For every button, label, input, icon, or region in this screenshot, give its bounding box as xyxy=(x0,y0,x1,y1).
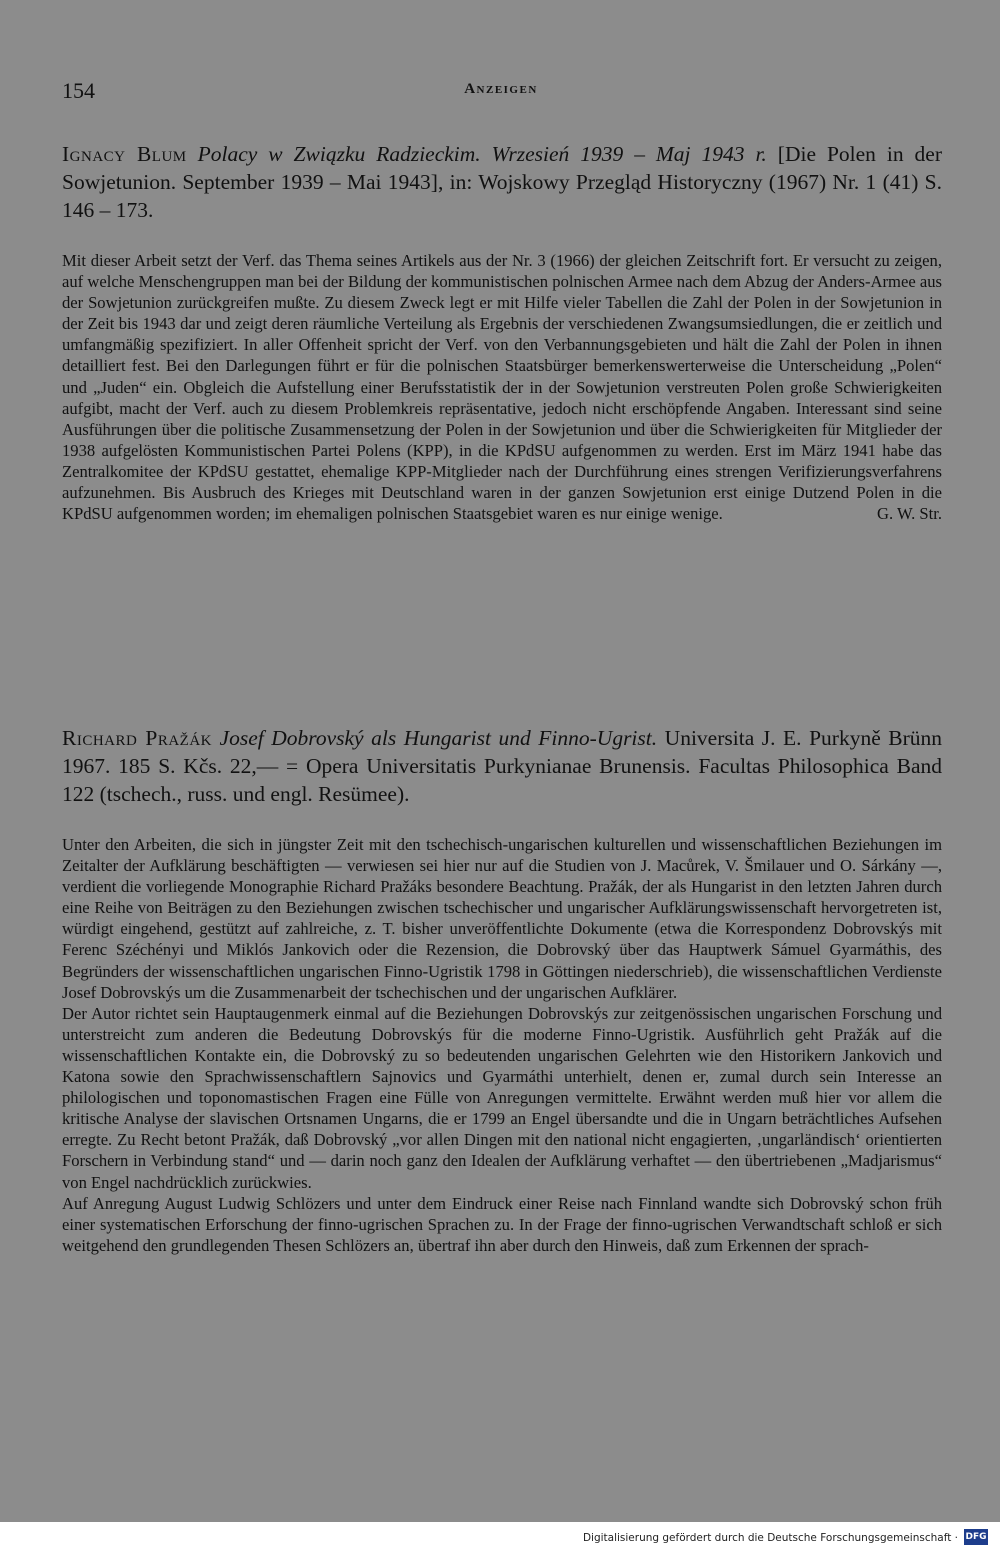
running-head: Anzeigen xyxy=(464,81,538,97)
dfg-logo-icon: DFG xyxy=(964,1529,988,1545)
review-title: Josef Dobrovský als Hungarist und Finno-Ugrist. xyxy=(219,726,658,750)
review-paragraph: Der Autor richtet sein Hauptaugenmerk einmal auf die Beziehungen Dobrovskýs zur zeitgenössischen ungarischen Forschung und unterstreicht zum anderen die Bedeutung Dobrovskýs für die moderne Finno-Ugristik. Ausführlich geht Pražák auf die wissenschaftlichen Kontakte ein, die Dobrovský zu so bedeutenden ungarischen Gelehrten wie den Historikern Jankovich und Katona sowie den Sprachwissenschaftlern Sajnovics und Gyarmáthi unterhielt, denen er, zumal durch sein Interesse an philologischen und toponomastischen Fragen eine Fülle von Anregungen vermittelte. Erwähnt werden muß hier vor allem die kritische Analyse der slavischen Ortsnamen Ungarns, die er 1799 an Engel übersandte und die in Ungarn beträchtliches Aufsehen erregte. Zu Recht betont Pražák, daß Dobrovský „vor allen Dingen mit den national nicht engagierten, ‚ungarländisch‘ orientierten Forschern in Verbindung stand“ und — darin noch ganz den Idealen der Aufklärung verhaftet — den übertriebenen „Madjarismus“ von Engel nachdrücklich zurückwies. xyxy=(62,1003,942,1192)
review-citation: [Die Polen in der Sowjetunion. September 1939 – Mai 1943], in: Wojskowy Przegląd Historyczny (1967) Nr. 1 (41) S. 146 – 173. xyxy=(62,142,943,222)
review-text: Mit dieser Arbeit setzt der Verf. das Thema seines Artikels aus der Nr. 3 (1966) der gleichen Zeitschrift fort. Er versucht zu zeigen, auf welche Menschengruppen man bei der Bildung der kommunistischen polnischen Armee nach dem Abzug der Anders-Armee aus der Sowjetunion zurückgreifen mußte. Zu diesem Zweck legt er mit Hilfe vieler Tabellen die Zahl der Polen in der Sowjetunion in der Zeit bis 1943 dar und zeigt deren räumliche Verteilung als Ergebnis der verschiedenen Zwangsumsiedlungen, die er zeitlich und umfangmäßig spezifiziert. In aller Offenheit spricht der Verf. von den Verbannungsgebieten und hält die Zahl der Polen in ihnen detailliert fest. Bei den Darlegungen führt er für die polnischen Staatsbürger bemerkenswerterweise die Unterscheidung „Polen“ und „Juden“ ein. Obgleich die Aufstellung einer Berufsstatistik der in der Sowjetunion verstreuten Polen große Schwierigkeiten aufgibt, macht der Verf. auch zu diesem Problemkreis repräsentative, jedoch nicht erschöpfende Angaben. Interessant sind seine Ausführungen über die politische Zusammensetzung der Polen in der Sowjetunion und über die Schwierigkeiten für Mitglieder der 1938 aufgelösten Kommunistischen Partei Polens (KPP), in die KPdSU aufgenommen zu werden. Erst im März 1941 habe das Zentralkomitee der KPdSU gestattet, ehemalige KPP-Mitglieder nach der Durchführung eines strengen Verifizierungsverfahrens aufzunehmen. Bis Ausbruch des Krieges mit Deutschland waren in der ganzen Sowjetunion erst einige Dutzend Polen in die KPdSU aufgenommen worden; im ehemaligen polnischen Staatsgebiet waren es nur einige wenige. xyxy=(62,251,942,524)
footer-credit: Digitalisierung gefördert durch die Deutsche Forschungsgemeinschaft · xyxy=(582,1532,958,1544)
review-body-blum xyxy=(62,250,942,524)
page-number: 154 xyxy=(62,78,95,103)
review-paragraph: Unter den Arbeiten, die sich in jüngster Zeit mit den tschechisch-ungarischen kulturellen und wissenschaftlichen Beziehungen im Zeitalter der Aufklärung beschäftigten — verwiesen sei hier nur auf die Studien von J. Macůrek, V. Šmilauer und O. Sárkány —, verdient die vorliegende Monographie Richard Pražáks besondere Beachtung. Pražák, der als Hungarist in den letzten Jahren durch eine Reihe von Beiträgen zu den Beziehungen zwischen tschechischer und ungarischer Aufklärungswissenschaft hervorgetreten ist, würdigt eingehend, gestützt auf zahlreiche, z. T. bisher unveröffentlichte Dokumente (etwa die Korrespondenz Dobrovskýs mit Ferenc Széchényi und Miklós Jankovich oder die Rezension, die Dobrovský über das Hauptwerk Sámuel Gyarmáthis, des Begründers der wissenschaftlichen ungarischen Finno-Ugristik 1798 in Göttingen niederschrieb), die wissenschaftlichen Verdienste Josef Dobrovskýs um die Zusammenarbeit der tschechischen und der ungarischen Aufklärer. xyxy=(62,835,942,1002)
footer-bar xyxy=(0,1528,1000,1548)
review-body-prazak xyxy=(62,834,942,1256)
review-title: Polacy w Związku Radzieckim. Wrzesień 1939 – Maj 1943 r. xyxy=(197,142,767,166)
review-author: Ignacy Blum xyxy=(62,142,187,166)
review-paragraph: Auf Anregung August Ludwig Schlözers und unter dem Eindruck einer Reise nach Finnland wandte sich Dobrovský schon früh einer systematischen Erforschung der finno-ugrischen Sprachen zu. In der Frage der finno-ugrischen Verwandtschaft schloß er sich weitgehend den grundlegenden Thesen Schlözers an, übertraf ihn aber durch den Hinweis, daß zum Erkennen der sprach- xyxy=(62,1193,942,1255)
reviewer-initials: G. W. Str. xyxy=(876,504,942,524)
review-author: Richard Pražák xyxy=(62,726,212,750)
review-citation: Universita J. E. Purkyně Brünn 1967. 185 S. Kčs. 22,— = Opera Universitatis Purkynianae Brunensis. Facultas Philosophica Band 122 (tschech., russ. und engl. Resümee). xyxy=(62,726,943,806)
review-heading-blum xyxy=(62,140,942,224)
review-heading-prazak xyxy=(62,724,942,808)
page-header xyxy=(62,78,940,106)
